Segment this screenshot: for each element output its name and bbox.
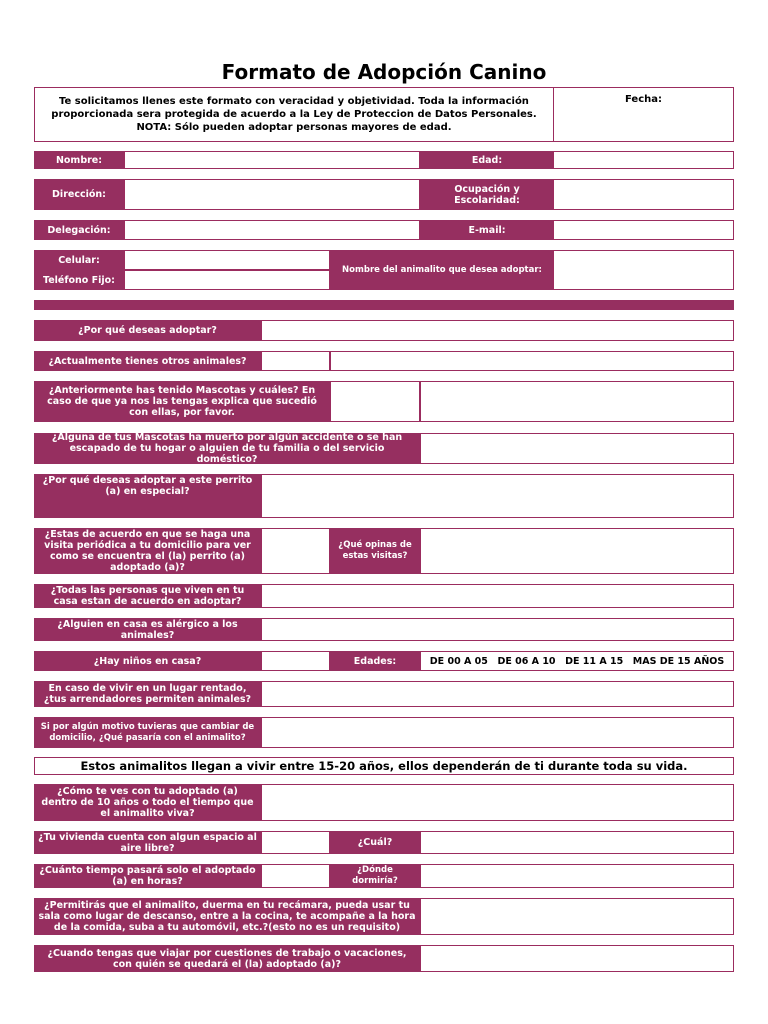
cual-field[interactable] bbox=[420, 831, 734, 854]
direccion-label: Dirección: bbox=[34, 179, 124, 210]
intro-box bbox=[34, 87, 554, 142]
mascota-muerto-label: ¿Alguna de tus Mascotas ha muerto por algún accidente o se han escapado de tu hogar o alguien de tu familia o del servicio doméstico? bbox=[34, 433, 420, 464]
ninos-answer[interactable] bbox=[261, 651, 330, 671]
age-range-6-10[interactable]: DE 06 A 10 bbox=[497, 655, 556, 667]
form-title: Formato de Adopción Canino bbox=[221, 60, 547, 84]
tiempo-solo-answer[interactable] bbox=[261, 864, 330, 888]
delegacion-label: Delegación: bbox=[34, 220, 124, 240]
otros-animales-label: ¿Actualmente tienes otros animales? bbox=[34, 351, 261, 371]
espacio-aire-libre-label: ¿Tu vivienda cuenta con algun espacio al aire libre? bbox=[34, 831, 261, 854]
donde-dormiria-label: ¿Dónde dormiría? bbox=[330, 864, 420, 888]
edad-label: Edad: bbox=[420, 151, 554, 169]
rentado-field[interactable] bbox=[261, 681, 734, 707]
animalito-name-label: Nombre del animalito que desea adoptar: bbox=[330, 250, 554, 290]
telefono-label: Teléfono Fijo: bbox=[34, 270, 124, 290]
telefono-field[interactable] bbox=[124, 270, 330, 290]
alergico-label: ¿Alguien en casa es alérgico a los animales? bbox=[34, 618, 261, 641]
direccion-field[interactable] bbox=[124, 179, 420, 210]
porque-adoptar-label: ¿Por qué deseas adoptar? bbox=[34, 320, 261, 341]
porque-adoptar-field[interactable] bbox=[261, 320, 734, 341]
otros-animales-field[interactable] bbox=[330, 351, 734, 371]
tiempo-solo-label: ¿Cuánto tiempo pasará solo el adoptado (a) en horas? bbox=[34, 864, 261, 888]
todas-personas-field[interactable] bbox=[261, 584, 734, 608]
intro-line-2: proporcionada sera protegida de acuerdo a la Ley de Proteccion de Datos Personales. bbox=[51, 109, 537, 120]
age-range-15-plus[interactable]: MAS DE 15 AÑOS bbox=[632, 655, 725, 667]
donde-dormiria-field[interactable] bbox=[420, 864, 734, 888]
opinas-visitas-field[interactable] bbox=[420, 528, 734, 574]
ocupacion-field[interactable] bbox=[553, 179, 734, 210]
mascotas-anteriores-answer[interactable] bbox=[330, 381, 420, 422]
celular-field[interactable] bbox=[124, 250, 330, 270]
este-perrito-label: ¿Por qué deseas adoptar a este perrito (a) en especial? bbox=[34, 474, 261, 518]
cambiar-domicilio-label: Si por algún motivo tuvieras que cambiar de domicilio, ¿Qué pasaría con el animalito? bbox=[34, 717, 261, 748]
diez-anos-field[interactable] bbox=[261, 784, 734, 821]
nombre-label: Nombre: bbox=[34, 151, 124, 169]
nombre-field[interactable] bbox=[124, 151, 420, 169]
fecha-label: Fecha: bbox=[624, 94, 662, 105]
viajar-label: ¿Cuando tengas que viajar por cuestiones de trabajo o vacaciones, con quién se quedará el (la) adoptado (a)? bbox=[34, 945, 420, 972]
diez-anos-label: ¿Cómo te ves con tu adoptado (a) dentro de 10 años o todo el tiempo que el animalito viva? bbox=[34, 784, 261, 821]
intro-line-1: Te solicitamos llenes este formato con veracidad y objetividad. Toda la información bbox=[59, 96, 529, 107]
animalito-name-field[interactable] bbox=[553, 250, 734, 290]
rentado-label: En caso de vivir en un lugar rentado, ¿tus arrendadores permiten animales? bbox=[34, 681, 261, 707]
age-range-0-5[interactable]: DE 00 A 05 bbox=[429, 655, 488, 667]
edades-label: Edades: bbox=[330, 651, 420, 671]
permitiras-label: ¿Permitirás que el animalito, duerma en tu recámara, pueda usar tu sala como lugar de descanso, entre a la cocina, te acompañe a la hora de la comida, suba a tu automóvil, etc.?(esto no es un requisito) bbox=[34, 898, 420, 935]
life-expectancy-note: Estos animalitos llegan a vivir entre 15-20 años, ellos dependerán de ti durante toda su vida. bbox=[34, 757, 734, 775]
mascotas-anteriores-label: ¿Anteriormente has tenido Mascotas y cuáles? En caso de que ya nos las tengas explica que sucedió con ellas, por favor. bbox=[34, 381, 330, 422]
delegacion-field[interactable] bbox=[124, 220, 420, 240]
mascota-muerto-field[interactable] bbox=[420, 433, 734, 464]
este-perrito-field[interactable] bbox=[261, 474, 734, 518]
age-range-11-15[interactable]: DE 11 A 15 bbox=[565, 655, 624, 667]
ocupacion-label: Ocupación y Escolaridad: bbox=[420, 179, 554, 210]
intro-line-3: NOTA: Sólo pueden adoptar personas mayores de edad. bbox=[136, 122, 452, 133]
email-label: E-mail: bbox=[420, 220, 554, 240]
email-field[interactable] bbox=[553, 220, 734, 240]
ninos-label: ¿Hay niños en casa? bbox=[34, 651, 261, 671]
todas-personas-label: ¿Todas las personas que viven en tu casa estan de acuerdo en adoptar? bbox=[34, 584, 261, 608]
cambiar-domicilio-field[interactable] bbox=[261, 717, 734, 748]
cual-label: ¿Cuál? bbox=[330, 831, 420, 854]
permitiras-field[interactable] bbox=[420, 898, 734, 935]
alergico-field[interactable] bbox=[261, 618, 734, 641]
viajar-field[interactable] bbox=[420, 945, 734, 972]
celular-label: Celular: bbox=[34, 250, 124, 270]
mascotas-anteriores-field[interactable] bbox=[420, 381, 734, 422]
age-ranges bbox=[420, 651, 734, 671]
section-divider bbox=[34, 300, 734, 310]
visita-periodica-label: ¿Estas de acuerdo en que se haga una visita periódica a tu domicilio para ver como se encuentra el (la) perrito (a) adoptado (a)? bbox=[34, 528, 261, 574]
opinas-visitas-label: ¿Qué opinas de estas visitas? bbox=[330, 528, 420, 574]
fecha-field[interactable] bbox=[553, 87, 734, 142]
otros-animales-answer[interactable] bbox=[261, 351, 330, 371]
edad-field[interactable] bbox=[553, 151, 734, 169]
espacio-aire-libre-answer[interactable] bbox=[261, 831, 330, 854]
visita-periodica-answer[interactable] bbox=[261, 528, 330, 574]
